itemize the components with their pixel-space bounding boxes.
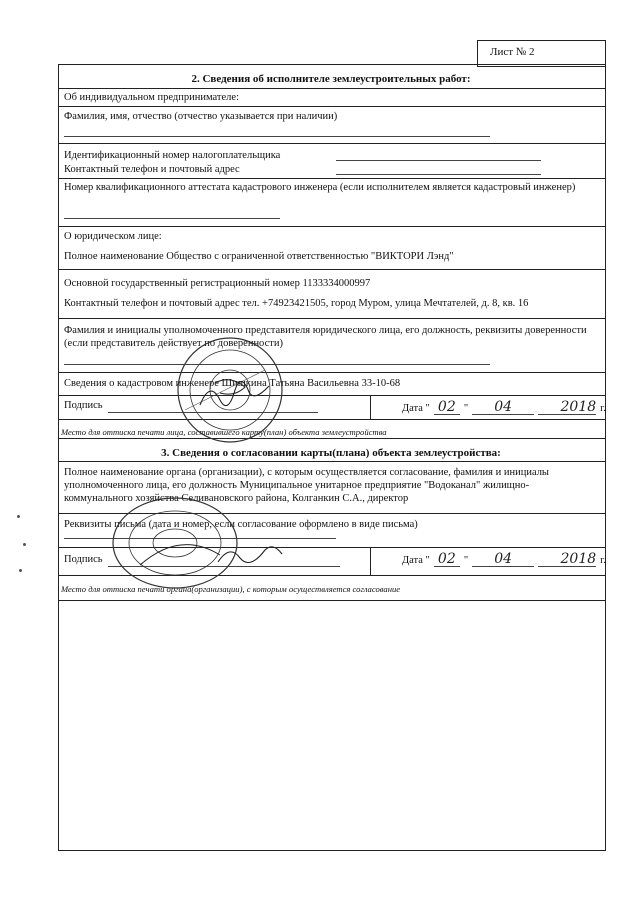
inn-line: [336, 160, 541, 161]
margin-dot: [23, 543, 26, 546]
date-year-2: 2018: [538, 553, 596, 567]
divider: [58, 143, 605, 144]
divider: [58, 269, 605, 270]
divider: [58, 372, 605, 373]
legal-contact: Контактный телефон и почтовый адрес тел. +74923421505, город Муром, улица Мечтателей, д. 8, кв. 16: [64, 298, 529, 309]
legal-full-name: Полное наименование Общество с ограниченной ответственностью "ВИКТОРИ Лэнд": [64, 251, 454, 262]
divider: [58, 600, 605, 601]
margin-dot: [17, 515, 20, 518]
divider: [58, 461, 605, 462]
divider: [58, 419, 605, 420]
legal-header: О юридическом лице:: [64, 231, 162, 242]
fio-line: [64, 136, 490, 137]
signature-label: Подпись: [64, 400, 103, 411]
date-day-2: 02: [434, 553, 460, 567]
contact-line: [336, 174, 541, 175]
signature-label-2: Подпись: [64, 554, 103, 565]
divider: [58, 106, 605, 107]
engineer-signature: [195, 370, 275, 415]
divider: [58, 438, 605, 439]
contact-label: Контактный телефон и почтовый адрес: [64, 164, 240, 175]
individual-header: Об индивидуальном предпринимателе:: [64, 92, 239, 103]
date-year: 2018: [538, 401, 596, 415]
date-field: Дата " 02 " 04 2018 г.: [402, 399, 606, 415]
inn-label: Идентификационный номер налогоплательщика: [64, 150, 281, 161]
section2-title: 2. Сведения об исполнителе землеустроительных работ:: [191, 73, 471, 85]
ogrn: Основной государственный регистрационный номер 1133334000997: [64, 278, 371, 289]
date-month-2: 04: [472, 553, 534, 567]
date-field-2: Дата " 02 " 04 2018 г.: [402, 551, 606, 567]
date-day: 02: [434, 401, 460, 415]
letter-label: Реквизиты письма (дата и номер, если согласование оформлено в виде письма): [64, 519, 418, 530]
representative-label: Фамилия и инициалы уполномоченного представителя юридического лица, его должность, реквизиты доверенности (если представитель действует по доверенности): [64, 325, 587, 349]
divider: [58, 395, 605, 396]
cert-line: [64, 218, 280, 219]
approval-text: Полное наименование органа (организации), с которым осуществляется согласование, фамилия и инициалы уполномоченного лица, его должность Муниципальное унитарное предприятие "Водоканал" жилищно-коммунального хозяйства Селивановского района, Колганкин С.А., директор: [64, 467, 549, 504]
stamp-place-label: Место для оттиска печати лица, составившего карту(план) объекта землеустройства: [61, 427, 387, 437]
sheet-number: Лист № 2: [490, 46, 535, 58]
divider: [370, 395, 371, 419]
fio-label: Фамилия, имя, отчество (отчество указывается при наличии): [64, 111, 338, 122]
divider: [58, 226, 605, 227]
organization-signature: [215, 540, 285, 570]
divider: [58, 178, 605, 179]
divider: [58, 318, 605, 319]
engineer-info: Сведения о кадастровом инженере Шишкина Татьяна Васильевна 33-10-68: [64, 378, 401, 389]
margin-dot: [19, 569, 22, 572]
sheet-number-box: [477, 40, 606, 67]
cert-label: Номер квалификационного аттестата кадастрового инженера (если исполнителем является кадастровый инженер): [64, 182, 576, 193]
date-month: 04: [472, 401, 534, 415]
divider: [370, 547, 371, 575]
section3-title: 3. Сведения о согласовании карты(плана) объекта землеустройства:: [161, 447, 501, 459]
divider: [58, 88, 605, 89]
stamp-place-label-2: Место для оттиска печати органа(организации), с которым осуществляется согласование: [61, 584, 401, 594]
